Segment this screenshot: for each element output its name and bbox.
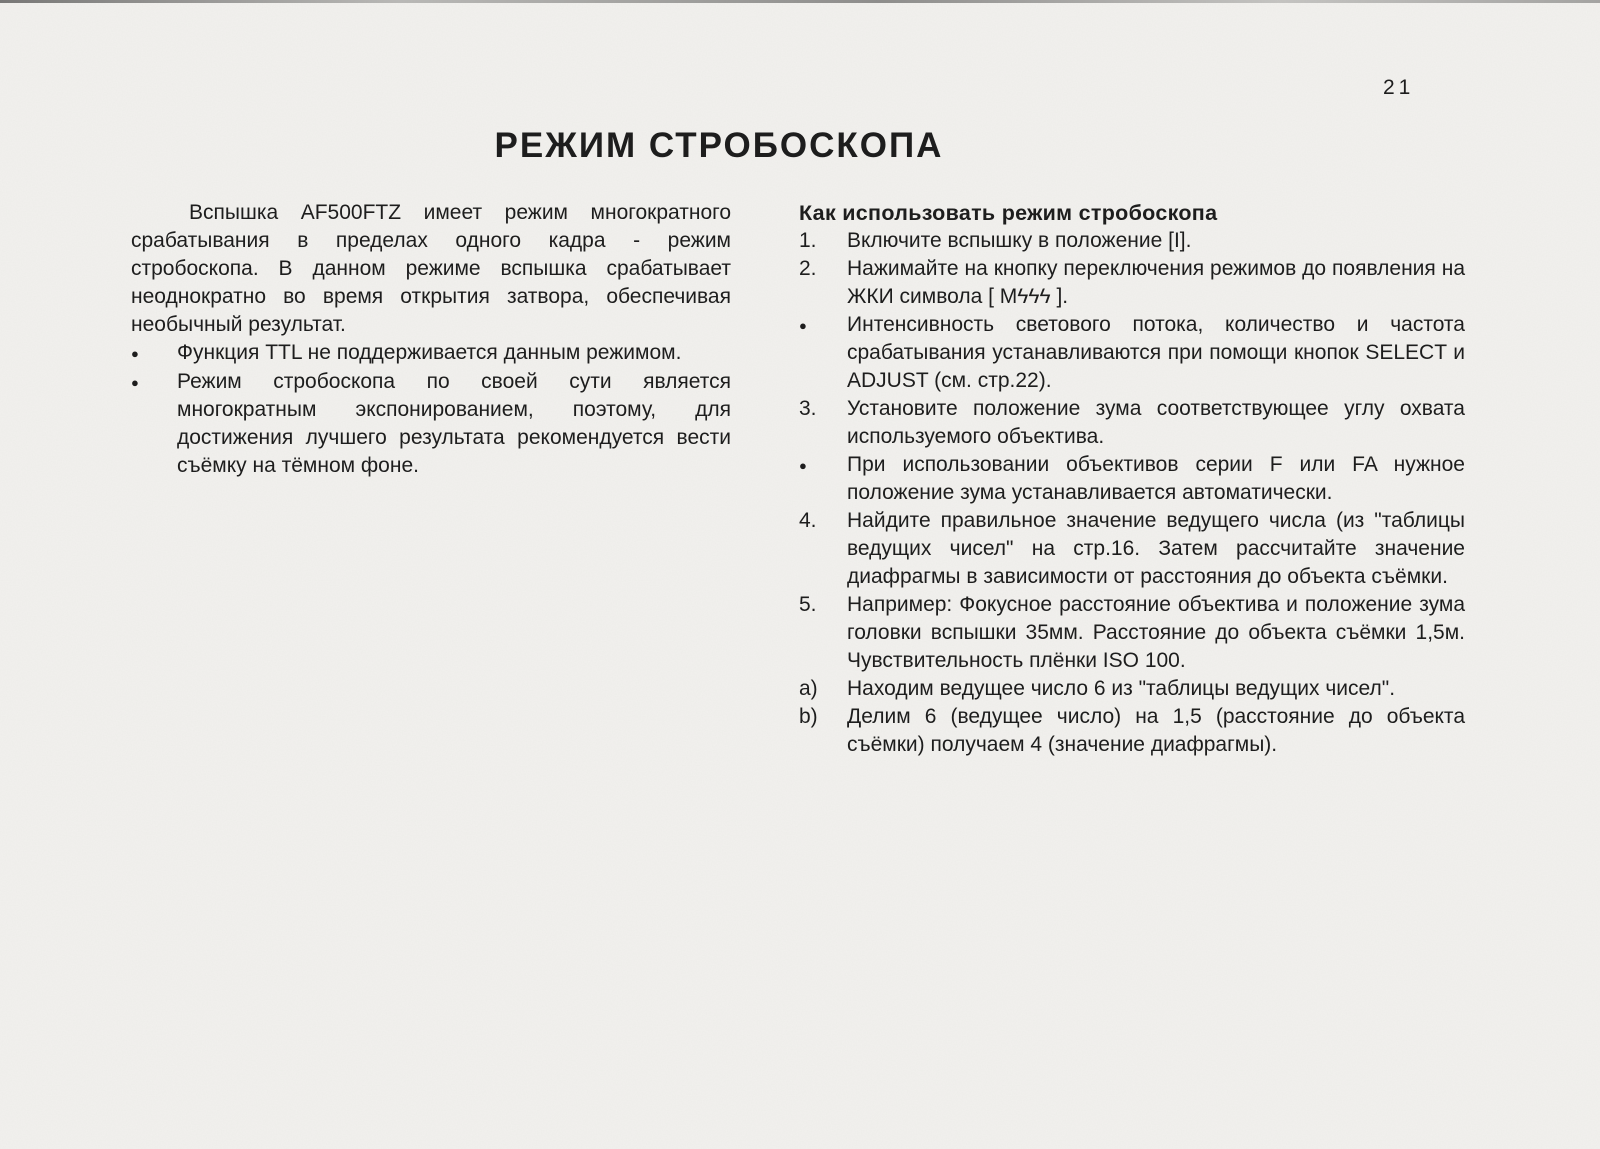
right-column	[799, 199, 1465, 759]
item-text: Например: Фокусное расстояние объектива и положение зума головки вспышки 35мм. Расстояние до объекта съёмки 1,5м. Чувствительность плёнки ISO 100.	[847, 593, 1465, 672]
list-item	[799, 311, 1465, 395]
left-bullet-item	[131, 368, 731, 480]
bullet-icon: ●	[131, 375, 139, 390]
item-text: Нажимайте на кнопку переключения режимов до появления на ЖКИ символа [ Mϟϟϟ ].	[847, 257, 1465, 308]
item-text: Установите положение зума соответствующее углу охвата используемого объектива.	[847, 397, 1465, 448]
left-bullet-text: Режим стробоскопа по своей сути является многократным экспонированием, поэтому, для достижения лучшего результата рекомендуется вести съёмку на тёмном фоне.	[177, 370, 731, 477]
scan-edge-artifact	[0, 0, 1600, 3]
left-bullet-text: Функция TTL не поддерживается данным режимом.	[177, 341, 682, 364]
item-marker: 3.	[799, 397, 817, 420]
list-item	[799, 395, 1465, 451]
item-text: Делим 6 (ведущее число) на 1,5 (расстояние до объекта съёмки) получаем 4 (значение диафрагмы).	[847, 705, 1465, 756]
item-marker: 2.	[799, 257, 817, 280]
page-number: 21	[1383, 76, 1415, 99]
list-item	[799, 227, 1465, 255]
list-item	[799, 507, 1465, 591]
item-text: Включите вспышку в положение [I].	[847, 229, 1192, 252]
list-item	[799, 703, 1465, 759]
left-bullet-item	[131, 339, 731, 368]
list-item	[799, 255, 1465, 311]
item-text: Найдите правильное значение ведущего числа (из "таблицы ведущих чисел" на стр.16. Затем рассчитайте значение диафрагмы в зависимости от расстояния до объекта съёмки.	[847, 509, 1465, 588]
left-column	[131, 199, 731, 480]
item-marker: 1.	[799, 229, 817, 252]
list-item	[799, 451, 1465, 507]
bullet-icon: ●	[799, 318, 807, 333]
item-marker: b)	[799, 705, 818, 728]
item-marker: a)	[799, 677, 818, 700]
item-text: Интенсивность светового потока, количество и частота срабатывания устанавливаются при помощи кнопок SELECT и ADJUST (см. стр.22).	[847, 313, 1465, 392]
bullet-icon: ●	[799, 458, 807, 473]
section-heading: Как использовать режим стробоскопа	[799, 201, 1218, 225]
item-marker: 5.	[799, 593, 817, 616]
list-item	[799, 675, 1465, 703]
item-text: При использовании объективов серии F или FA нужное положение зума устанавливается автоматически.	[847, 453, 1465, 504]
item-text: Находим ведущее число 6 из "таблицы ведущих чисел".	[847, 677, 1396, 700]
item-marker: 4.	[799, 509, 817, 532]
list-item	[799, 591, 1465, 675]
page-title: РЕЖИМ СТРОБОСКОПА	[494, 126, 944, 165]
bullet-icon: ●	[131, 346, 139, 361]
intro-paragraph: Вспышка AF500FTZ имеет режим многократного срабатывания в пределах одного кадра - режим стробоскопа. В данном режиме вспышка срабатывает неоднократно во время открытия затвора, обеспечивая необычный результат.	[131, 201, 731, 336]
